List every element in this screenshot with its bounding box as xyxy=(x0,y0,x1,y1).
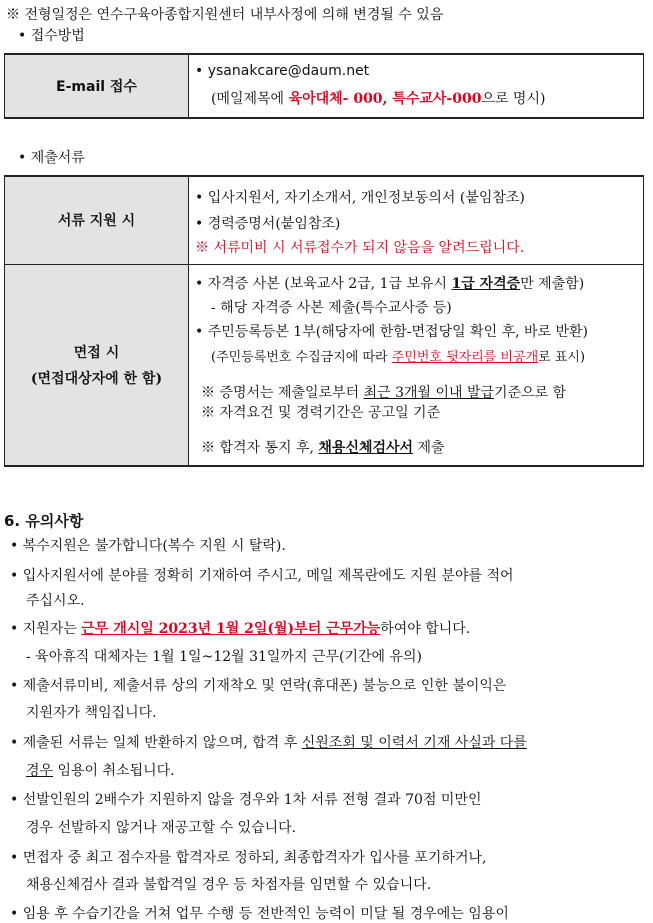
section6-title: 6. 유의사항 xyxy=(4,512,84,530)
docs-row2-label xyxy=(5,264,189,466)
note-issue-prefix: ※ 증명서는 제출일로부터 xyxy=(201,384,364,401)
certificate-highlight: 1급 자격증 xyxy=(451,275,521,292)
documents-table xyxy=(4,175,644,467)
note-start-date xyxy=(10,618,470,638)
no-return-l2-suffix: 임용이 취소됩니다. xyxy=(53,763,175,779)
note-issue-suffix: 기준으로 함 xyxy=(494,384,567,401)
email-subject-rule xyxy=(211,88,545,108)
note-health-highlight: 채용신체검사서 xyxy=(318,439,414,456)
note-responsibility-l2: 지원자가 책임집니다. xyxy=(26,705,157,721)
docs-item-resident-sub xyxy=(211,346,585,365)
note-health-check xyxy=(201,437,445,457)
note-no-return-l1 xyxy=(10,732,527,752)
docs-row1-content xyxy=(189,176,644,264)
note-runner-up-l2: 채용신체검사 결과 불합격일 경우 등 차점자를 임면할 수 있습니다. xyxy=(26,877,432,893)
note-responsibility-l1: • 제출서류미비, 제출서류 상의 기재착오 및 연락(휴대폰) 불능으로 인한 불이익은 xyxy=(10,678,507,694)
note-issue-date xyxy=(201,382,566,402)
email-label: E-mail 접수 xyxy=(5,54,189,118)
no-return-l2-highlight: 경우 xyxy=(26,763,54,779)
start-date-suffix: 하여야 합니다. xyxy=(380,621,471,637)
docs-warning: ※ 서류미비 시 서류접수가 되지 않음을 알려드립니다. xyxy=(195,240,525,256)
note-reannounce-l2: 경우 선발하지 않거나 재공고할 수 있습니다. xyxy=(26,820,297,836)
note-issue-highlight: 최근 3개월 이내 발급 xyxy=(363,384,495,401)
docs-item-certificate xyxy=(195,273,584,293)
note-probation-l1: • 임용 후 수습기간을 거쳐 업무 수행 등 전반적인 능력이 미달 될 경우에는 임용이 xyxy=(10,906,509,922)
certificate-prefix: • 자격증 사본 (보육교사 2급, 1급 보유시 xyxy=(195,275,452,292)
note-health-prefix: ※ 합격자 통지 후, xyxy=(201,439,319,456)
email-table xyxy=(4,53,644,119)
note-eligibility: ※ 자격요건 및 경력기간은 공고일 기준 xyxy=(201,404,441,421)
interview-sublabel: (면접대상자에 한 함) xyxy=(30,370,163,387)
note-health-suffix: 제출 xyxy=(413,439,445,456)
documents-heading: • 제출서류 xyxy=(18,150,85,166)
start-date-highlight: 근무 개시일 2023년 1월 2일(월)부터 근무가능 xyxy=(81,621,381,637)
docs-item-certificate-sub: - 해당 자격증 사본 제출(특수교사증 등) xyxy=(211,299,452,316)
note-start-date-sub: - 육아휴직 대체자는 1월 1일~12월 31일까지 근무(기간에 유의) xyxy=(26,649,422,665)
schedule-notice: ※ 전형일정은 연수구육아종합지원센터 내부사정에 의해 변경될 수 있음 xyxy=(6,7,444,23)
resident-sub-prefix: (주민등록번호 수집금지에 따라 xyxy=(211,349,392,365)
certificate-suffix: 만 제출함) xyxy=(520,275,585,292)
subject-highlight: 육아대체- 000, 특수교사-000 xyxy=(288,91,482,107)
note-field-entry-l2: 주십시오. xyxy=(26,593,85,609)
docs-item-resident: • 주민등록등본 1부(해당자에 한함-면접당일 확인 후, 바로 반환) xyxy=(195,323,588,340)
no-return-prefix: • 제출된 서류는 일체 반환하지 않으며, 합격 후 xyxy=(10,735,302,751)
note-runner-up-l1: • 면접자 중 최고 점수자를 합격자로 정하되, 최종합격자가 입사를 포기하거나, xyxy=(10,850,487,866)
no-return-highlight: 신원조회 및 이력서 기재 사실과 다를 xyxy=(301,735,527,751)
resident-sub-suffix: 로 표시) xyxy=(538,349,586,365)
resident-sub-highlight: 주민번호 뒷자리를 비공개 xyxy=(391,349,539,365)
note-no-return-l2 xyxy=(26,760,175,780)
email-address[interactable]: • ysanakcare@daum.net xyxy=(195,63,370,79)
start-date-prefix: • 지원자는 xyxy=(10,621,82,637)
docs-row1-label: 서류 지원 시 xyxy=(5,176,189,264)
note-no-duplicate: • 복수지원은 불가합니다(복수 지원 시 탈락). xyxy=(10,538,286,554)
docs-item-application: • 입사지원서, 자기소개서, 개인정보동의서 (붙임참조) xyxy=(195,190,525,206)
email-content xyxy=(189,54,644,118)
docs-item-career: • 경력증명서(붙임참조) xyxy=(195,216,341,232)
docs-row2-content xyxy=(189,264,644,466)
subject-suffix: 으로 명시) xyxy=(481,91,546,107)
note-field-entry-l1: • 입사지원서에 분야를 정확히 기재하여 주시고, 메일 제목란에도 지원 분야를 적어 xyxy=(10,568,514,584)
receipt-method-heading: • 접수방법 xyxy=(18,28,85,44)
subject-prefix: (메일제목에 xyxy=(211,91,289,107)
interview-label: 면접 시 xyxy=(73,344,120,361)
note-reannounce-l1: • 선발인원의 2배수가 지원하지 않을 경우와 1차 서류 전형 결과 70점 미만인 xyxy=(10,792,482,808)
